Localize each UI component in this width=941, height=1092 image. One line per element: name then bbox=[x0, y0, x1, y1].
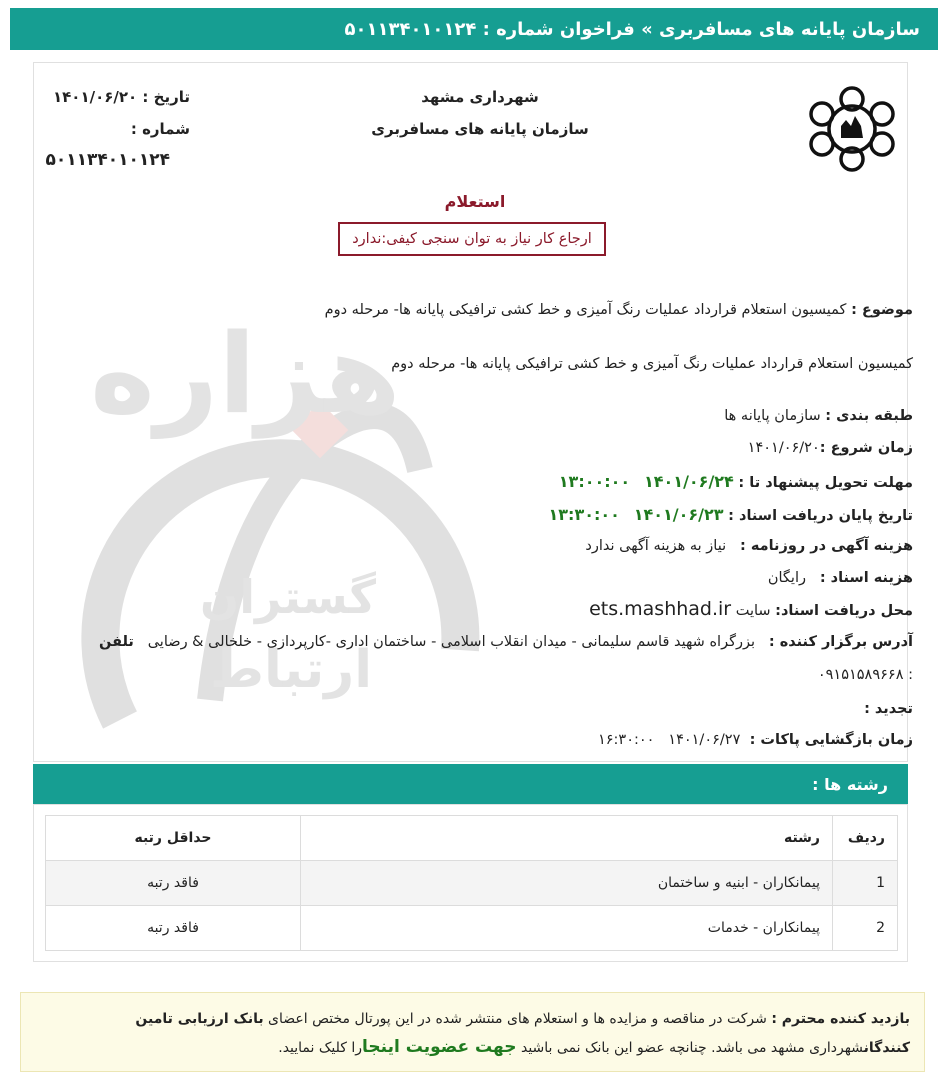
membership-notice bbox=[20, 992, 925, 1072]
start-value: ۱۴۰۱/۰۶/۲۰ bbox=[747, 440, 820, 456]
opening-label: زمان بازگشایی پاکات : bbox=[749, 732, 913, 748]
doc-cost-value: رایگان bbox=[767, 570, 806, 586]
docs-end-label: تاریخ پایان دریافت اسناد : bbox=[728, 508, 913, 524]
quality-note: ارجاع کار نیاز به توان سنجی کیفی:ندارد bbox=[352, 231, 592, 247]
date-value: ۱۴۰۱/۰۶/۲۰ bbox=[52, 88, 138, 106]
opening-line bbox=[598, 732, 913, 748]
docs-end-line bbox=[549, 505, 913, 524]
renewal-line bbox=[864, 701, 913, 717]
category-label: طبقه بندی : bbox=[825, 408, 913, 424]
membership-link[interactable]: جهت عضویت اینجا bbox=[362, 1037, 517, 1057]
header-title: سازمان پایانه های مسافربری » فراخوان شماره : ۵۰۱۱۳۴۰۱۰۱۲۴ bbox=[344, 18, 920, 40]
opening-date: ۱۴۰۱/۰۶/۲۷ bbox=[668, 732, 741, 748]
table-row bbox=[46, 861, 898, 906]
docs-end-date: ۱۴۰۱/۰۶/۲۳ bbox=[633, 505, 724, 524]
fields-section-header bbox=[33, 764, 908, 804]
row-min-rank: فاقد رتبه bbox=[46, 861, 301, 906]
start-label: زمان شروع : bbox=[819, 440, 913, 456]
watermark-main-text: هزاره bbox=[90, 310, 401, 438]
subject-line bbox=[325, 302, 913, 318]
watermark bbox=[60, 310, 500, 750]
deadline-time: ۱۳:۰۰:۰۰ bbox=[558, 472, 631, 491]
header-index: ردیف bbox=[833, 816, 898, 861]
address-value: بزرگراه شهید قاسم سلیمانی - میدان انقلاب اسلامی - ساختمان اداری -کارپردازی - خلخالی & رضایی bbox=[147, 634, 756, 650]
doc-place-label: محل دریافت اسناد: bbox=[775, 603, 913, 619]
phone-label: تلفن bbox=[99, 634, 134, 650]
row-index: 1 bbox=[833, 861, 898, 906]
org-name: شهرداری مشهد bbox=[421, 88, 539, 106]
doc-place-site-link[interactable]: ets.mashhad.ir bbox=[589, 598, 732, 620]
notice-bank: بانک ارزیابی تامین کنندگان bbox=[135, 1011, 910, 1056]
ad-cost-line bbox=[585, 538, 913, 554]
header-min-rank: حداقل رتبه bbox=[46, 816, 301, 861]
deadline-label: مهلت تحویل پیشنهاد تا : bbox=[738, 475, 913, 491]
row-index: 2 bbox=[833, 906, 898, 951]
start-line bbox=[748, 440, 913, 456]
row-field: پیمانکاران - ابنیه و ساختمان bbox=[301, 861, 833, 906]
date-label: تاریخ : bbox=[142, 88, 190, 106]
notice-text-2: شهرداری مشهد می باشد. چنانچه عضو این بانک نمی باشید bbox=[516, 1040, 864, 1056]
deadline-line bbox=[559, 472, 913, 491]
watermark-sub-text-2: ارتباط bbox=[210, 640, 373, 700]
deadline-date: ۱۴۰۱/۰۶/۲۴ bbox=[644, 472, 734, 491]
renewal-label: تجدید : bbox=[864, 701, 913, 717]
subject-label: موضوع : bbox=[851, 302, 913, 318]
number-label: شماره : bbox=[130, 120, 190, 138]
watermark-sub-text-1: گستران bbox=[200, 570, 376, 624]
subject-description: کمیسیون استعلام قرارداد عملیات رنگ آمیزی و خط کشی ترافیکی پایانه ها- مرحله دوم bbox=[391, 356, 913, 372]
opening-time: ۱۶:۳۰:۰۰ bbox=[597, 732, 655, 748]
category-value: سازمان پایانه ها bbox=[724, 408, 821, 424]
table-row bbox=[46, 906, 898, 951]
ad-cost-value: نیاز به هزینه آگهی ندارد bbox=[585, 538, 727, 554]
date-line bbox=[40, 88, 190, 106]
docs-end-time: ۱۳:۳۰:۰۰ bbox=[548, 505, 620, 524]
page-header bbox=[10, 8, 938, 50]
subject-value: کمیسیون استعلام قرارداد عملیات رنگ آمیزی و خط کشی ترافیکی پایانه ها- مرحله دوم bbox=[324, 302, 847, 318]
doc-cost-line bbox=[768, 570, 913, 586]
category-line bbox=[724, 408, 913, 424]
row-min-rank: فاقد رتبه bbox=[46, 906, 301, 951]
fields-table bbox=[45, 815, 898, 951]
address-line bbox=[99, 634, 913, 650]
ad-cost-label: هزینه آگهی در روزنامه : bbox=[739, 538, 913, 554]
phone-value: : ۰۹۱۵۱۵۸۹۶۶۸ bbox=[817, 667, 913, 683]
quality-note-box bbox=[338, 222, 606, 256]
inquiry-title: استعلام bbox=[444, 192, 506, 211]
row-field: پیمانکاران - خدمات bbox=[301, 906, 833, 951]
address-label: آدرس برگزار کننده : bbox=[768, 634, 913, 650]
header-field: رشته bbox=[301, 816, 833, 861]
org-unit: سازمان پایانه های مسافربری bbox=[371, 120, 589, 138]
mashhad-municipality-logo bbox=[805, 82, 899, 176]
number-value: ۵۰۱۱۳۴۰۱۰۱۲۴ bbox=[45, 150, 170, 170]
table-header-row bbox=[46, 816, 898, 861]
fields-table-container bbox=[33, 804, 908, 962]
notice-lead: بازدید کننده محترم : bbox=[771, 1011, 910, 1027]
doc-place-prefix: سایت bbox=[735, 603, 771, 619]
doc-cost-label: هزینه اسناد : bbox=[819, 570, 913, 586]
notice-text-3: را کلیک نمایید. bbox=[278, 1040, 363, 1056]
doc-place-line bbox=[589, 598, 913, 620]
fields-title: رشته ها : bbox=[812, 774, 888, 794]
notice-text-1: شرکت در مناقصه و مزایده ها و استعلام های منتشر شده در این پورتال مختص اعضای bbox=[263, 1011, 772, 1027]
